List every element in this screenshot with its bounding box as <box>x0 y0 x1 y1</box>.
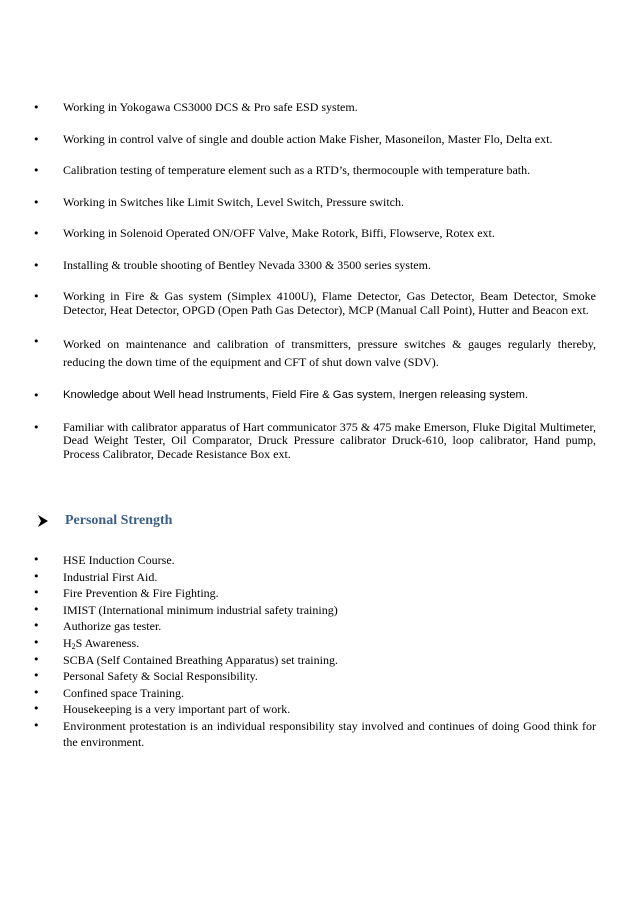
list-item <box>0 259 596 273</box>
list-item-text: Working in Solenoid Operated ON/OFF Valve, Make Rotork, Biffi, Flowserve, Rotex ext. <box>63 226 495 240</box>
list-item <box>0 335 596 371</box>
list-item-text: Knowledge about Well head Instruments, Field Fire & Gas system, Inergen releasing system. <box>63 389 529 401</box>
list-item-text: Calibration testing of temperature element such as a RTD’s, thermocouple with temperature bath. <box>63 163 531 177</box>
bullet-icon: • <box>33 635 40 649</box>
list-item <box>0 585 596 602</box>
list-item <box>0 618 596 635</box>
h2s-prefix: H <box>63 635 72 650</box>
list-item <box>0 421 596 462</box>
bullet-icon: • <box>33 335 40 348</box>
bullet-icon: • <box>33 227 40 240</box>
bullet-icon: • <box>33 685 40 699</box>
bullet-icon: • <box>33 420 40 434</box>
bullet-icon: • <box>33 164 40 177</box>
bullet-icon: • <box>33 569 40 583</box>
bullet-icon: • <box>33 132 40 146</box>
list-item <box>0 668 596 685</box>
bullet-icon: • <box>33 702 40 716</box>
bullet-icon: • <box>33 258 40 272</box>
h2s-subscript: 2 <box>71 641 76 651</box>
list-item-text: Working in Fire & Gas system (Simplex 4100U), Flame Detector, Gas Detector, Beam Detector, Smoke Detector, Heat Detector, OPGD (Open Path Gas Detector), MCP (Manual Call Point), Hutter and Beacon ext. <box>63 289 596 317</box>
list-item <box>0 701 596 718</box>
bullet-icon: • <box>33 101 40 114</box>
list-item <box>0 133 596 147</box>
list-item <box>0 290 596 317</box>
section-title: Personal Strength <box>65 513 173 528</box>
list-item <box>0 389 596 403</box>
bullet-icon: • <box>33 389 40 402</box>
list-item-text: Worked on maintenance and calibration of transmitters, pressure switches & gauges regularly thereby, reducing the down time of the equipment and CFT of shut down valve (SDV). <box>63 337 596 369</box>
list-item-text: Authorize gas tester. <box>63 619 162 634</box>
list-item <box>0 569 596 586</box>
list-item <box>0 652 596 669</box>
list-item <box>0 635 596 652</box>
list-item-text <box>63 635 596 652</box>
personal-strength-list <box>0 552 596 750</box>
bullet-icon: • <box>33 586 40 600</box>
bullet-icon: • <box>33 718 40 732</box>
list-item-text: Confined space Training. <box>63 685 184 700</box>
bullet-icon: • <box>33 290 40 303</box>
list-item-text: Housekeeping is a very important part of work. <box>63 702 291 717</box>
bullet-icon: • <box>33 619 40 633</box>
list-item-text: Environment protestation is an individual responsibility stay involved and continues of doing Good think for the environment. <box>63 718 596 749</box>
list-item <box>0 227 596 241</box>
list-item-text: Installing & trouble shooting of Bentley Nevada 3300 & 3500 series system. <box>63 257 431 272</box>
list-item-text: IMIST (International minimum industrial safety training) <box>63 602 338 617</box>
list-item-text: HSE Induction Course. <box>63 553 175 567</box>
list-item-text: Industrial First Aid. <box>63 569 158 584</box>
list-item <box>0 685 596 702</box>
list-item-text: Fire Prevention & Fire Fighting. <box>63 586 219 601</box>
list-item <box>0 164 596 178</box>
h2s-suffix: S Awareness. <box>75 635 140 650</box>
list-item-text: Personal Safety & Social Responsibility. <box>63 669 258 684</box>
bullet-icon: • <box>33 553 40 566</box>
list-item <box>0 196 596 210</box>
list-item <box>0 718 596 750</box>
list-item-text: SCBA (Self Contained Breathing Apparatus) set training. <box>63 652 338 667</box>
bullet-icon: • <box>33 652 40 666</box>
work-experience-list <box>0 101 596 479</box>
list-item <box>0 602 596 619</box>
list-item-text: Working in Switches like Limit Switch, Level Switch, Pressure switch. <box>63 194 404 209</box>
list-item-text: Working in Yokogawa CS3000 DCS & Pro safe ESD system. <box>63 100 358 114</box>
list-item-text: Familiar with calibrator apparatus of Hart communicator 375 & 475 make Emerson, Fluke Digital Multimeter, Dead Weight Tester, Oil Comparator, Druck Pressure calibrator Druck-610, loop calibrator, Hand pump, Process Calibrator, Decade Resistance Box ext. <box>63 419 596 461</box>
arrow-bullet-icon <box>38 515 48 527</box>
list-item-text: Working in control valve of single and double action Make Fisher, Masoneilon, Master Flo, Delta ext. <box>63 131 553 146</box>
bullet-icon: • <box>33 195 40 209</box>
section-heading-personal-strength <box>38 513 172 529</box>
list-item <box>0 552 596 569</box>
bullet-icon: • <box>33 669 40 683</box>
bullet-icon: • <box>33 602 40 616</box>
list-item <box>0 101 596 115</box>
